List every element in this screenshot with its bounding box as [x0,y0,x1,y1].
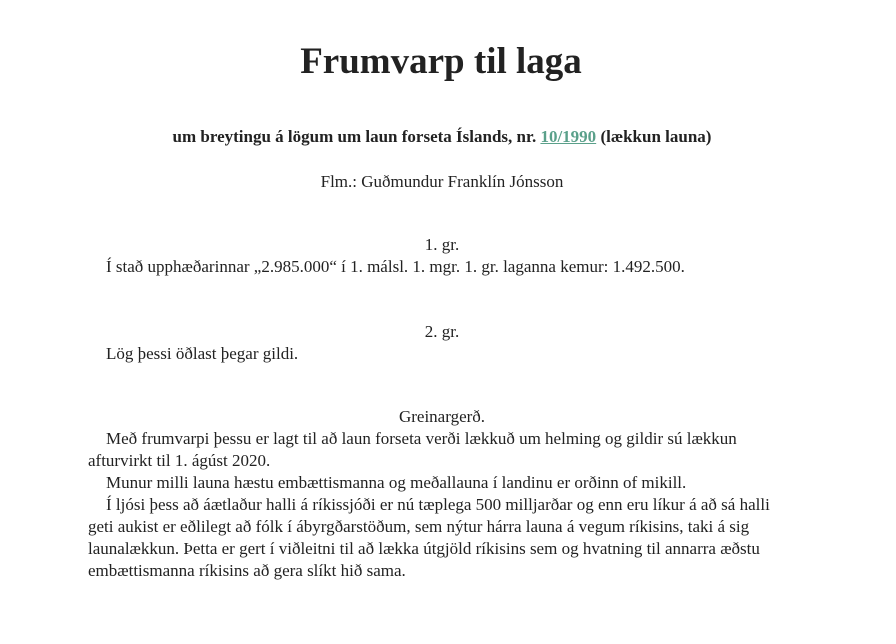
article-2-body [88,343,788,365]
subtitle-text-after: (lækkun launa) [596,127,712,146]
document-subtitle [0,126,884,148]
rationale-paragraph-2: Munur milli launa hæstu embættismanna og meðallauna í landinu er orðinn of mikill. [106,473,687,492]
rationale-paragraph-3: Í ljósi þess að áætlaður halli á ríkissjóði er nú tæplega 500 milljarðar og enn eru líkur á að sá halli geti aukist er eðlilegt að fólk í ábyrgðarstöðum, sem nýtur hárra launa á vegum ríkisins, taki á sig launalækkun. Þetta er gert í viðleitni til að lækka útgjöld ríkisins sem og hvatning til annarra æðstu embættismanna ríkisins að gera slíkt hið sama. [88,495,770,580]
document-title: Frumvarp til laga [300,41,582,82]
article-1-text: Í stað upphæðarinnar „2.985.000“ í 1. málsl. 1. mgr. 1. gr. laganna kemur: 1.492.500. [106,257,685,276]
article-1-body [88,256,788,278]
rationale-paragraph-1: Með frumvarpi þessu er lagt til að laun forseta verði lækkuð um helming og gildir sú lækkun afturvirkt til 1. ágúst 2020. [88,429,737,470]
article-2-heading: 2. gr. [424,322,460,341]
article-1-heading: 1. gr. [424,235,460,254]
rationale-heading: Greinargerð. [398,407,486,426]
sponsor-line: Flm.: Guðmundur Franklín Jónsson [320,172,564,191]
law-reference-link[interactable]: 10/1990 [540,127,597,146]
rationale-body [88,428,788,582]
subtitle-text-before: um breytingu á lögum um laun forseta Íslands, nr. [172,127,541,146]
article-2-text: Lög þessi öðlast þegar gildi. [106,344,299,363]
